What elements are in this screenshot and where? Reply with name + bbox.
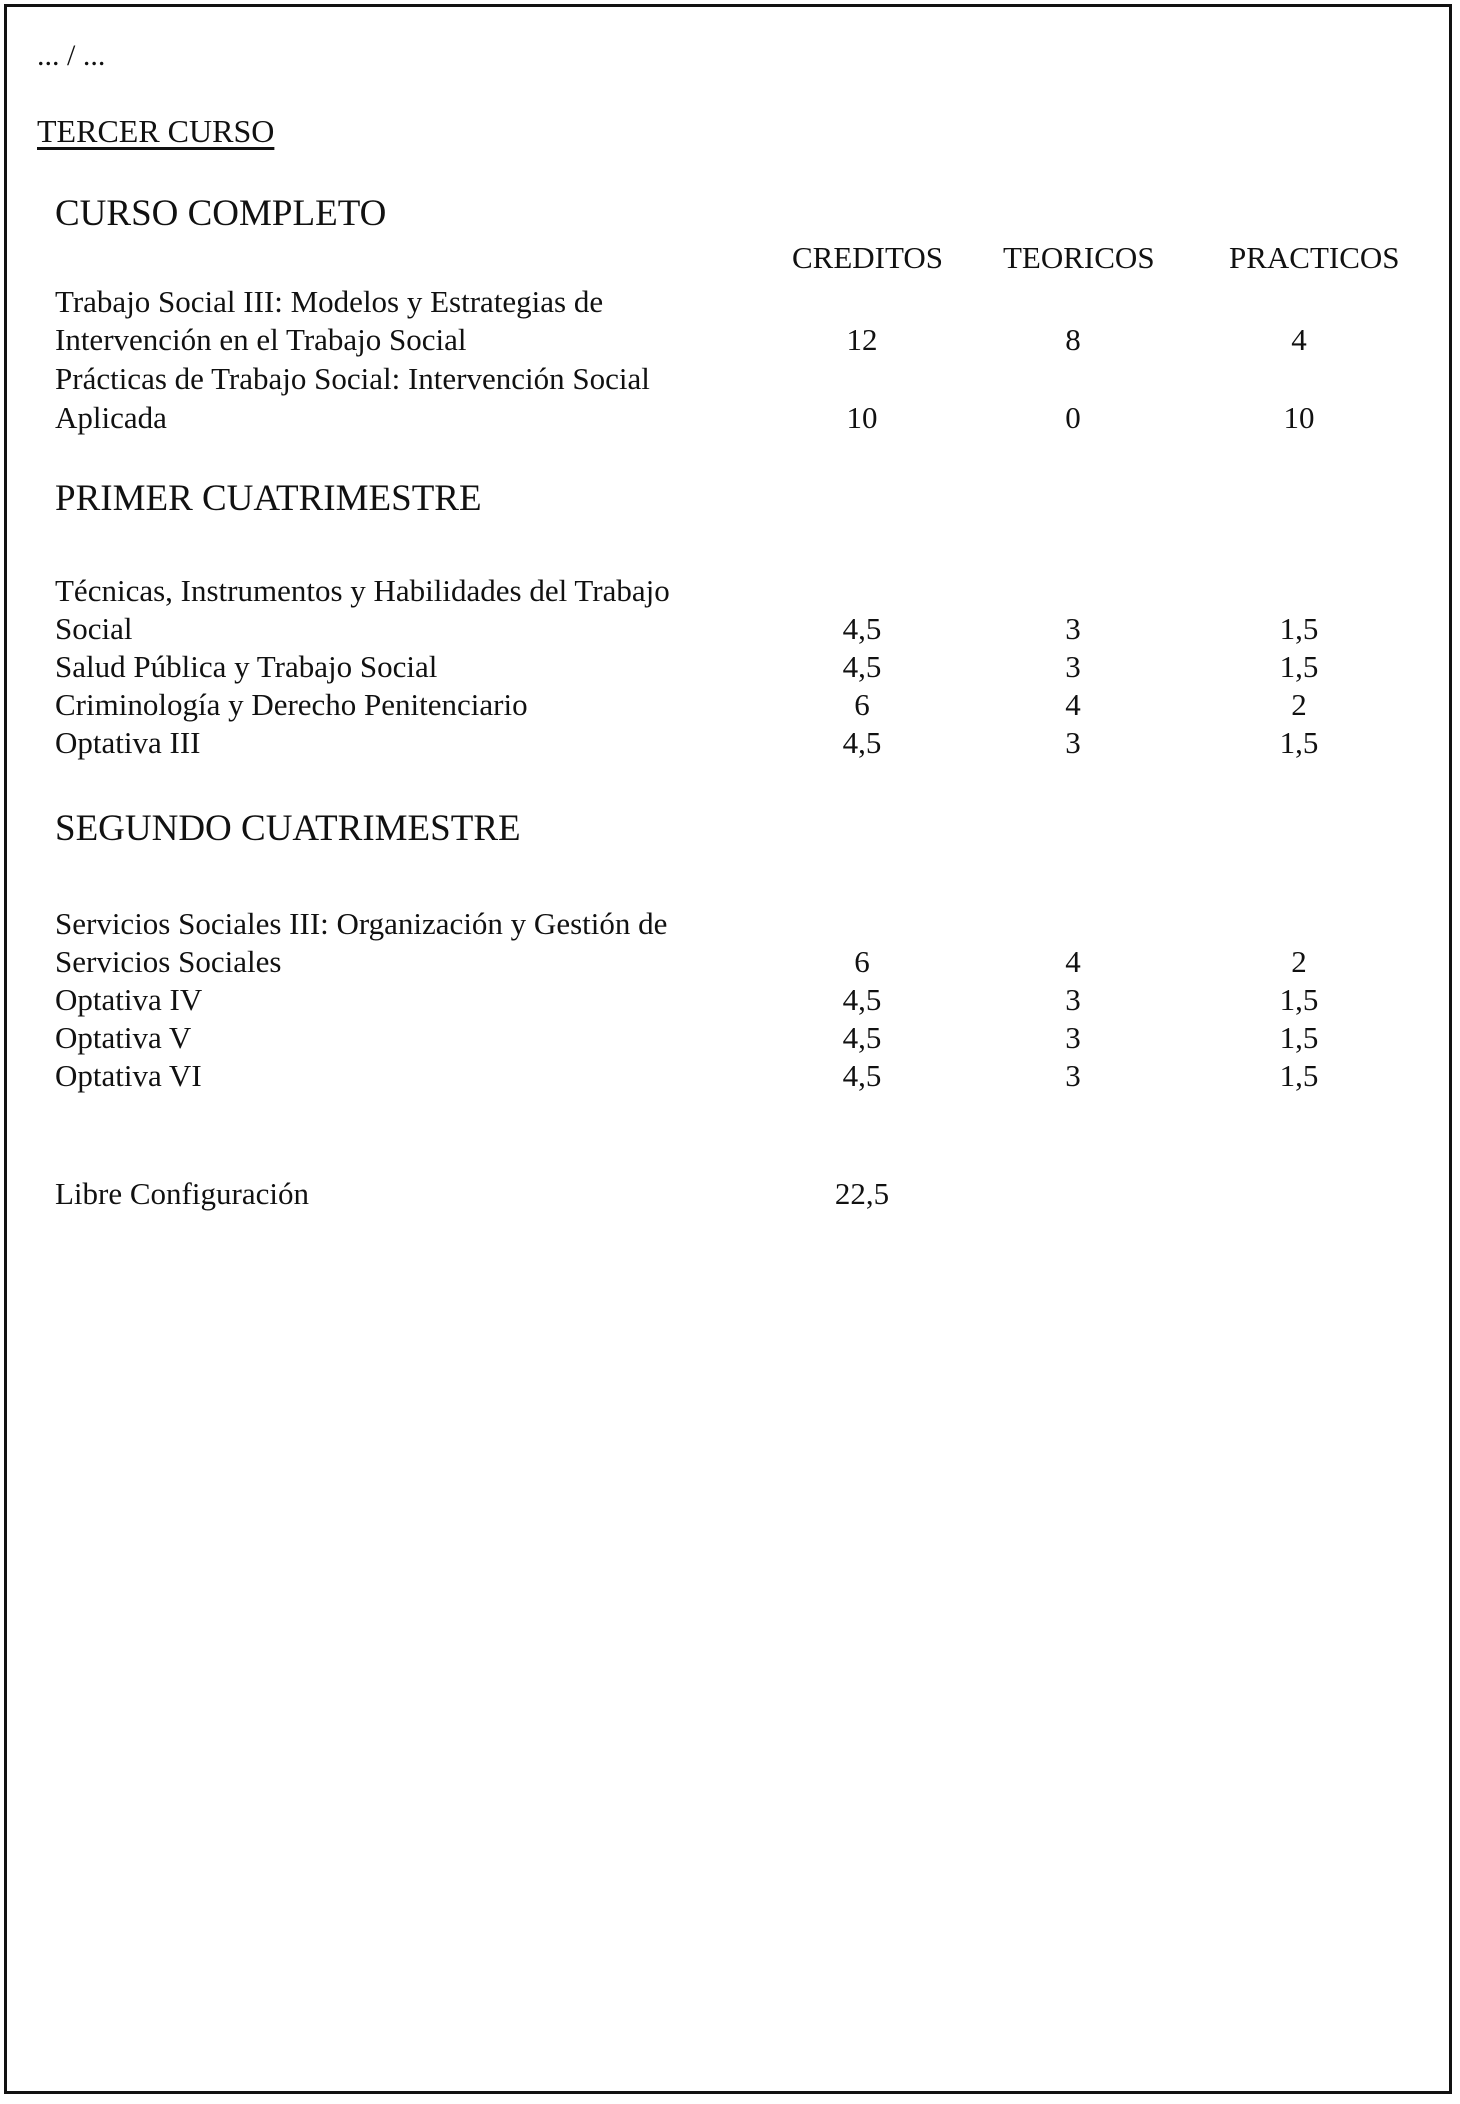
practicos-value: 2 — [1291, 944, 1307, 979]
subject-line: Servicios Sociales — [55, 944, 282, 979]
course-title: TERCER CURSO — [37, 113, 275, 149]
document-page — [4, 4, 1452, 2094]
libre-configuracion-label: Libre Configuración — [55, 1176, 309, 1211]
creditos-value: 4,5 — [842, 611, 882, 646]
subject-line: Optativa III — [55, 725, 201, 760]
practicos-value: 1,5 — [1279, 1058, 1319, 1093]
teoricos-value: 3 — [1065, 649, 1081, 684]
practicos-value: 4 — [1291, 322, 1307, 357]
subject-line: Criminología y Derecho Penitenciario — [55, 687, 528, 722]
teoricos-value: 4 — [1065, 944, 1081, 979]
practicos-value: 1,5 — [1279, 649, 1319, 684]
teoricos-value: 3 — [1065, 1020, 1081, 1055]
creditos-value: 4,5 — [842, 1058, 882, 1093]
subject-line: Prácticas de Trabajo Social: Intervención Social — [55, 361, 650, 396]
header-creditos: CREDITOS — [792, 240, 944, 275]
subject-line: Servicios Sociales III: Organización y Gestión de — [55, 906, 668, 941]
practicos-value: 2 — [1291, 687, 1307, 722]
practicos-value: 1,5 — [1279, 725, 1319, 760]
creditos-value: 4,5 — [842, 1020, 882, 1055]
subject-line: Optativa IV — [55, 982, 203, 1017]
subject-line: Intervención en el Trabajo Social — [55, 322, 467, 357]
header-teoricos: TEORICOS — [1003, 240, 1155, 275]
creditos-value: 10 — [846, 400, 878, 435]
teoricos-value: 0 — [1065, 400, 1081, 435]
teoricos-value: 3 — [1065, 1058, 1081, 1093]
subject-line: Aplicada — [55, 400, 167, 435]
creditos-value: 6 — [854, 944, 870, 979]
teoricos-value: 3 — [1065, 611, 1081, 646]
subject-line: Técnicas, Instrumentos y Habilidades del Trabajo — [55, 573, 670, 608]
creditos-value: 4,5 — [842, 982, 882, 1017]
creditos-value: 4,5 — [842, 649, 882, 684]
subject-line: Salud Pública y Trabajo Social — [55, 649, 438, 684]
practicos-value: 1,5 — [1279, 1020, 1319, 1055]
subject-line: Optativa V — [55, 1020, 192, 1055]
creditos-value: 6 — [854, 687, 870, 722]
section-title-curso-completo: CURSO COMPLETO — [55, 193, 387, 234]
teoricos-value: 3 — [1065, 725, 1081, 760]
creditos-value: 12 — [846, 322, 878, 357]
practicos-value: 10 — [1283, 400, 1315, 435]
libre-configuracion-creditos: 22,5 — [834, 1176, 890, 1211]
practicos-value: 1,5 — [1279, 982, 1319, 1017]
teoricos-value: 3 — [1065, 982, 1081, 1017]
continuation-mark: ... / ... — [37, 39, 106, 72]
section-title-segundo-cuatrimestre: SEGUNDO CUATRIMESTRE — [55, 808, 521, 849]
subject-line: Optativa VI — [55, 1058, 202, 1093]
teoricos-value: 4 — [1065, 687, 1081, 722]
header-practicos: PRACTICOS — [1229, 240, 1400, 275]
section-title-primer-cuatrimestre: PRIMER CUATRIMESTRE — [55, 478, 482, 519]
subject-line: Social — [55, 611, 133, 646]
subject-line: Trabajo Social III: Modelos y Estrategias de — [55, 284, 604, 319]
teoricos-value: 8 — [1065, 322, 1081, 357]
creditos-value: 4,5 — [842, 725, 882, 760]
practicos-value: 1,5 — [1279, 611, 1319, 646]
